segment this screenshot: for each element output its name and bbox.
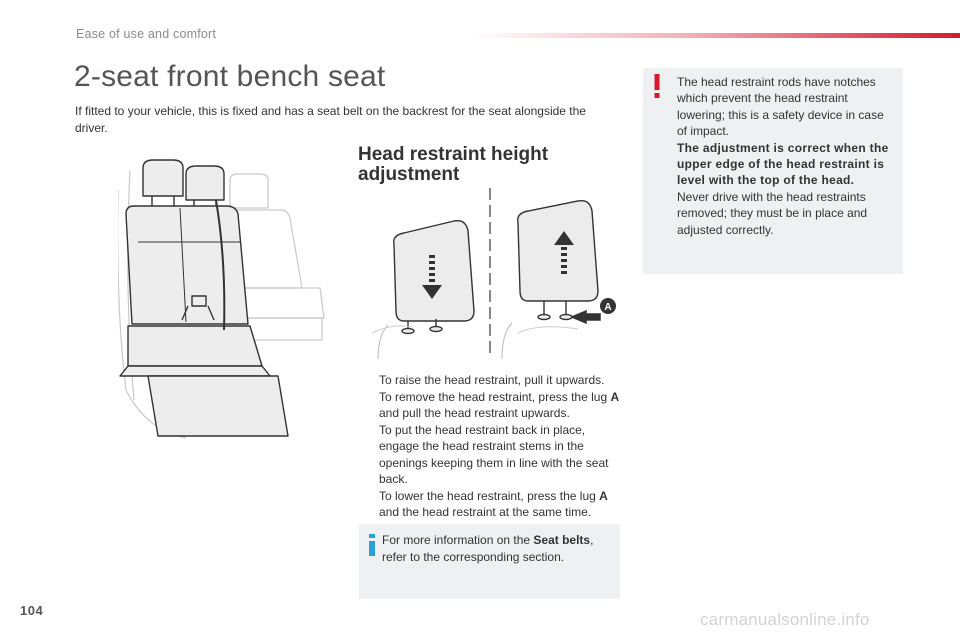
page-number: 104 [20, 603, 44, 618]
info-text-pre: For more information on the [382, 533, 534, 547]
step-lower [363, 488, 623, 521]
exclamation-icon [652, 74, 662, 98]
info-icon [366, 534, 378, 556]
section-header: Ease of use and comfort [76, 27, 217, 41]
right-head-restraint [518, 201, 598, 301]
step-text-pre: To remove the head restraint, press the lug [379, 389, 611, 404]
step-text-bold: A [610, 389, 620, 404]
warning-text-p2: Never drive with the head restraints removed; they must be in place and adjusted correctly. [677, 189, 868, 237]
adjustment-steps [363, 372, 623, 521]
step-text-post: and pull the head restraint upwards. [379, 406, 570, 420]
step-text-bold: A [599, 488, 608, 503]
warning-text-bold: The adjustment is correct when the upper edge of the head restraint is level with the top of the head. [677, 140, 889, 188]
info-text-post: , refer to the corresponding section. [382, 533, 594, 564]
step-text-post: and the head restraint at the same time. [379, 505, 592, 519]
info-text [382, 532, 616, 566]
head-restraint-illustration [368, 183, 628, 363]
info-text-bold: Seat belts [533, 533, 591, 547]
step-refit [363, 422, 623, 488]
page-title: 2-seat front bench seat [74, 60, 386, 93]
lug-a-pointer [572, 298, 616, 323]
lug-a-label: A [604, 302, 612, 313]
bench-seat-illustration [118, 150, 333, 440]
step-text: To raise the head restraint, pull it upwards. [379, 373, 605, 387]
step-text: To put the head restraint back in place, engage the head restraint stems in the openings keeping them in line with the seat back. [379, 422, 609, 486]
header-accent-line [470, 33, 960, 38]
head-restraint-title-line1: Head restraint height [358, 144, 549, 165]
warning-text-p1: The head restraint rods have notches which prevent the head restraint lowering; this is a safety device in case of impact. [677, 75, 884, 139]
step-raise [363, 372, 623, 389]
warning-text [677, 74, 895, 238]
footer-watermark: carmanualsonline.info [700, 610, 870, 629]
head-restraint-title [358, 145, 548, 185]
head-restraint-title-line2: adjustment [358, 164, 460, 185]
step-text-pre: To lower the head restraint, press the lug [379, 488, 600, 503]
step-remove [363, 389, 623, 422]
left-head-restraint [394, 221, 474, 321]
intro-paragraph: If fitted to your vehicle, this is fixed and has a seat belt on the backrest for the seat alongside the driver. [75, 104, 586, 135]
